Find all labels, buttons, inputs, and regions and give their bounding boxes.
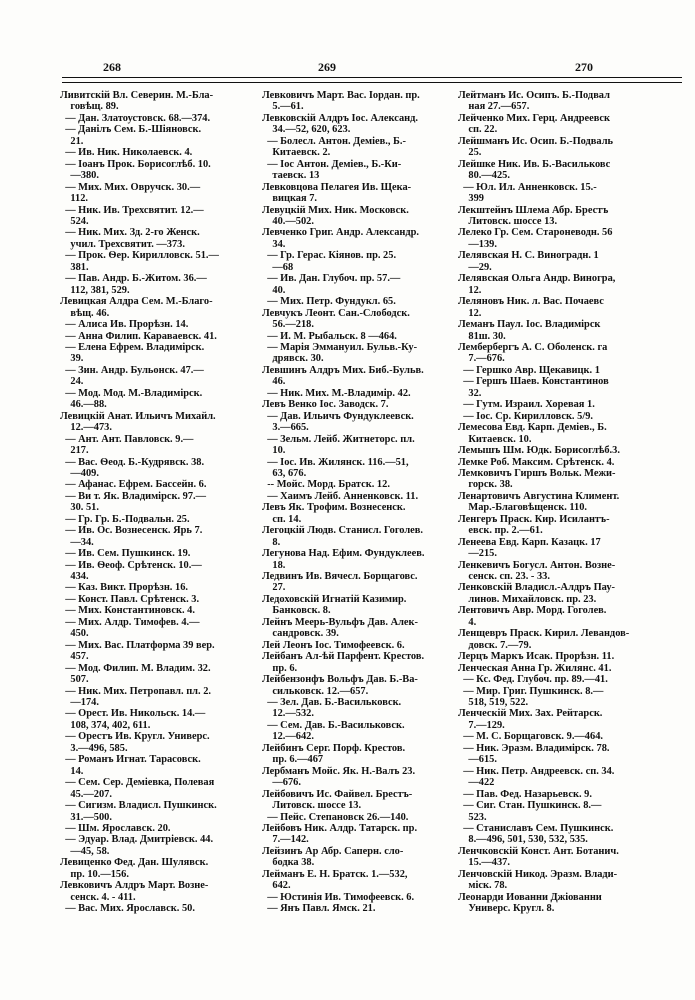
directory-entry-line: Лерцъ Маркъ Исак. Прорѣзн. 11. — [458, 651, 615, 663]
directory-entry-line: 46. — [262, 376, 286, 388]
directory-entry-line: сп. 14. — [262, 513, 302, 525]
directory-entry-line: — Гершъ Шаев. Константинов — [458, 376, 609, 388]
directory-entry-line: —34. — [60, 536, 94, 548]
directory-entry-line: Лейнъ Меерь-Вульфъ Дав. Алек- — [262, 616, 418, 628]
directory-entry-line: 40.—502. — [262, 215, 314, 227]
directory-entry-line: Ленчовскій Никод. Эразм. Влади- — [458, 868, 618, 880]
directory-entry-line: Лемковичъ Гиршъ Вольк. Межи- — [458, 467, 616, 479]
directory-entry-line: — Пав. Фед. Назарьевск. 9. — [458, 788, 592, 800]
directory-entry-line: 518, 519, 522. — [458, 697, 529, 709]
directory-entry-line: — Данiлъ Сем. Б.-Шіяновск. — [60, 124, 202, 136]
directory-entry-line: 3.—665. — [262, 422, 309, 434]
directory-entry-line: — Ник. Мих. Петропавл. пл. 2. — [60, 685, 212, 697]
directory-entry-line: 14. — [60, 765, 84, 777]
directory-entry-line: — Юстинія Ив. Тимофеевск. 6. — [262, 891, 415, 903]
directory-column-3 — [458, 90, 663, 915]
directory-entry-line: — Гр. Герас. Кіянов. пр. 25. — [262, 250, 397, 262]
directory-entry-line: — Зельм. Лейб. Житнеторс. пл. — [262, 433, 415, 445]
directory-entry-line: Легунова Над. Ефим. Фундуклеев. — [262, 548, 425, 560]
directory-entry-line: — Орест. Ив. Никольск. 14.— — [60, 708, 206, 720]
directory-entry-line: пр. 10.—156. — [60, 868, 129, 880]
directory-entry-line: —29. — [458, 261, 492, 273]
directory-entry-line: — Сем. Дав. Б.-Васильковск. — [262, 719, 405, 731]
directory-entry-line: Ледвинъ Ив. Вячесл. Борщаговс. — [262, 571, 418, 583]
directory-entry-line: Ледоховскій Игнатій Казимир. — [262, 593, 407, 605]
directory-entry-line: — Ив. Дан. Глубоч. пр. 57.— — [262, 273, 401, 285]
directory-entry-line: 63, 676. — [262, 467, 307, 479]
directory-entry-line: — Орестъ Ив. Кругл. Универс. — [60, 731, 210, 743]
directory-entry-line: — Ив. Ник. Николаевск. 4. — [60, 147, 193, 159]
directory-entry-line: сильковск. 12.—657. — [262, 685, 369, 697]
directory-entry-line: — Елена Ефрем. Владимірск. — [60, 341, 205, 353]
directory-entry-line: — Ник. Мих. М.-Владимір. 42. — [262, 387, 411, 399]
directory-entry-line: — Вас. Мих. Ярославск. 50. — [60, 903, 195, 915]
directory-entry-line: 5.—61. — [262, 101, 304, 113]
directory-entry-line: — Дан. Златоустовск. 68.—374. — [60, 112, 211, 124]
directory-entry-line: -- Мойс. Морд. Братск. 12. — [262, 479, 390, 491]
directory-entry-line: Лейбовъ Ник. Алдр. Татарск. пр. — [262, 823, 418, 834]
directory-entry-line: —422 — [458, 777, 495, 789]
directory-entry-line: 12.—473. — [60, 422, 112, 434]
directory-entry-line: 40. — [262, 284, 286, 296]
directory-entry-line: — Зел. Дав. Б.-Васильковск. — [262, 697, 402, 709]
directory-entry-line: — Ив. Сем. Пушкинск. 19. — [60, 548, 191, 560]
directory-column-2 — [262, 90, 462, 915]
directory-entry-line: Ленщевръ Праск. Кирил. Левандов- — [458, 628, 630, 640]
directory-entry-line: Ленартовичъ Августина Климент. — [458, 490, 620, 502]
directory-entry-line: Мар.-Благовѣщенск. 110. — [458, 502, 588, 514]
directory-entry-line: вицкая 7. — [262, 193, 318, 205]
directory-entry-line: Левковцова Пелагея Ив. Щека- — [262, 181, 412, 193]
directory-entry-line: Лейбинъ Серг. Порф. Крестов. — [262, 742, 406, 754]
directory-entry-line: 10. — [262, 445, 286, 457]
directory-entry-line: Лербманъ Мойс. Як. Н.-Валъ 23. — [262, 765, 416, 777]
directory-entry-line: 7.—142. — [262, 834, 309, 846]
directory-entry-line: 12. — [458, 284, 482, 296]
directory-entry-line: —409. — [60, 467, 99, 479]
directory-entry-line: Китаевск. 10. — [458, 433, 532, 445]
directory-entry-line: бодка 38. — [262, 857, 315, 869]
directory-entry-line: — Сем. Сер. Деміевка, Полевая — [60, 777, 215, 789]
directory-entry-line: Левъ Як. Трофим. Вознесенск. — [262, 502, 406, 514]
directory-entry-line: Лейбовичъ Ис. Файвел. Брестъ- — [262, 788, 413, 800]
directory-entry-line: пр. 6. — [262, 662, 298, 674]
directory-entry-line: Легоцкій Людв. Станисл. Гоголев. — [262, 525, 423, 537]
directory-entry-line: 7.—676. — [458, 353, 505, 365]
directory-entry-line: таевск. 13 — [262, 170, 320, 182]
directory-entry-line: —174. — [60, 697, 99, 709]
directory-entry-line: 80.—425. — [458, 170, 510, 182]
directory-entry-line: — Іос. Ив. Жилянск. 116.—51, — [262, 456, 409, 468]
directory-entry-line: дрявск. 30. — [262, 353, 324, 365]
directory-entry-line: Левковскій Алдръ Іос. Александ. — [262, 112, 419, 124]
directory-entry-line: — Станиславъ Сем. Пушкинск. — [458, 823, 614, 834]
directory-entry-line: 12. — [458, 307, 482, 319]
directory-entry-line: — Пав. Андр. Б.-Житом. 36.— — [60, 273, 207, 285]
directory-entry-line: горск. 38. — [458, 479, 513, 491]
directory-entry-line: ная 27.—657. — [458, 101, 530, 113]
directory-entry-line: — Ив. Ос. Вознесенск. Ярь 7. — [60, 525, 203, 537]
directory-entry-line: Левковичъ Март. Вас. Іордан. пр. — [262, 90, 420, 101]
directory-entry-line: Левчукъ Леонт. Сан.-Слободск. — [262, 307, 410, 319]
directory-entry-line: — Марія Эммануил. Бульв.-Ку- — [262, 341, 418, 353]
directory-entry-line: Левъ Венко Іос. Заводск. 7. — [262, 399, 389, 411]
directory-entry-line: Левицкій Анат. Ильичъ Михайл. — [60, 410, 216, 422]
page-number-center: 269 — [318, 60, 336, 74]
directory-entry-line: 642. — [262, 880, 291, 892]
directory-entry-line: — М. С. Борщаговск. 9.—464. — [458, 731, 603, 743]
directory-entry-line: Лейбензонфъ Вольфъ Дав. Б.-Ва- — [262, 674, 418, 686]
directory-entry-line: — Ви т. Як. Владимірск. 97.— — [60, 490, 207, 502]
directory-entry-line: Лейзинъ Ар Абр. Саперн. сло- — [262, 845, 404, 857]
directory-entry-line: — Ник. Эразм. Владимірск. 78. — [458, 742, 610, 754]
header-rule-thin — [62, 82, 682, 83]
directory-entry-line: Лейбанъ Ал-ѣй Парфент. Крестов. — [262, 651, 425, 663]
directory-entry-line: —68 — [262, 261, 294, 273]
directory-entry-line: 81ш. 30. — [458, 330, 506, 342]
directory-entry-line: — Іос Антон. Деміев., Б.-Ки- — [262, 158, 402, 170]
directory-entry-line: Левуцкій Мих. Ник. Московск. — [262, 204, 409, 216]
directory-entry-line: Банковск. 8. — [262, 605, 331, 617]
directory-entry-line: — Ив. Ѳеоф. Срѣтенск. 10.— — [60, 559, 202, 571]
directory-entry-line: Лелявская Н. С. Виноградн. 1 — [458, 250, 599, 262]
directory-entry-line: — Мих. Вас. Платформа 39 вер. — [60, 639, 215, 651]
header-rule-thick — [62, 77, 682, 78]
directory-entry-line: Лейтманъ Ис. Осипъ. Б.-Подвал — [458, 90, 610, 101]
directory-entry-line: Универс. Кругл. 8. — [458, 903, 555, 915]
directory-entry-line: — Мир. Григ. Пушкинск. 8.— — [458, 685, 604, 697]
directory-entry-line: — Мих. Мих. Овручск. 30.— — [60, 181, 201, 193]
directory-entry-line: 34.—52, 620, 623. — [262, 124, 351, 136]
directory-entry-line: Леманъ Паул. Іос. Владимірск — [458, 319, 601, 331]
directory-entry-line: — Юл. Ил. Анненковск. 15.- — [458, 181, 597, 193]
directory-entry-line: Лейшке Ник. Ив. Б.-Васильковс — [458, 158, 611, 170]
directory-entry-line: 112. — [60, 193, 89, 205]
directory-entry-line: Лекштейнъ Шлема Абр. Брестъ — [458, 204, 609, 216]
directory-entry-line: Лейченко Мих. Герц. Андреевск — [458, 112, 611, 124]
directory-entry-line: — Ник. Мих. Зд. 2-го Женск. — [60, 227, 200, 239]
directory-entry-line: Ленчковскій Конст. Ант. Ботанич. — [458, 845, 619, 857]
directory-entry-line: —380. — [60, 170, 99, 182]
directory-entry-line: 108, 374, 402, 611. — [60, 719, 151, 731]
directory-entry-line: 457. — [60, 651, 89, 663]
directory-entry-line: 507. — [60, 674, 89, 686]
directory-entry-line: — Афанас. Ефрем. Бассейн. 6. — [60, 479, 207, 491]
directory-column-1 — [60, 90, 260, 915]
directory-entry-line: сп. 22. — [458, 124, 498, 136]
directory-entry-line: 217. — [60, 445, 89, 457]
directory-entry-line: — Вас. Ѳеод. Б.-Кудрявск. 38. — [60, 456, 205, 468]
directory-entry-line: — Ант. Ант. Павловск. 9.— — [60, 433, 194, 445]
directory-entry-line: Ленческая Анна Гр. Жилянс. 41. — [458, 662, 612, 674]
directory-entry-line: Левковичъ Алдръ Март. Возне- — [60, 880, 209, 892]
directory-entry-line: — Мих. Петр. Фундукл. 65. — [262, 296, 396, 308]
directory-entry-line: 12.—532. — [262, 708, 314, 720]
directory-entry-line: —615. — [458, 754, 497, 766]
directory-entry-line: — Іоанъ Прок. Борисоглѣб. 10. — [60, 158, 211, 170]
directory-entry-line: — Анна Филип. Караваевск. 41. — [60, 330, 217, 342]
directory-entry-line: 24. — [60, 376, 84, 388]
directory-entry-line: — Ник. Ив. Трехсвятит. 12.— — [60, 204, 204, 216]
directory-entry-line: 45.—207. — [60, 788, 112, 800]
directory-entry-line: 434. — [60, 571, 89, 583]
directory-entry-line: — Зин. Андр. Бульонск. 47.— — [60, 364, 204, 376]
directory-entry-line: 8.—496, 501, 530, 532, 535. — [458, 834, 588, 846]
directory-entry-line: 34. — [262, 238, 286, 250]
directory-entry-line: Лелявская Ольга Андр. Виногра, — [458, 273, 616, 285]
directory-entry-line: учил. Трехсвятит. —373. — [60, 238, 185, 250]
directory-entry-line: — Мод. Мод. М.-Владимірск. — [60, 387, 203, 399]
directory-entry-line: — Каз. Викт. Прорѣзн. 16. — [60, 582, 188, 594]
directory-entry-line: 381. — [60, 261, 89, 273]
directory-entry-line: 30. 51. — [60, 502, 99, 514]
directory-entry-line: — Іос. Ср. Кирилловск. 5/9. — [458, 410, 593, 422]
page-number-right: 270 — [575, 60, 593, 74]
directory-entry-line: Ленгеръ Праск. Кир. Исилантъ- — [458, 513, 610, 525]
directory-entry-line: —139. — [458, 238, 497, 250]
directory-entry-line: Лейманъ Е. Н. Братск. 1.—532, — [262, 868, 408, 880]
directory-entry-line: линов. Михайловск. пр. 23. — [458, 593, 597, 605]
directory-entry-line: — Эдуар. Влад. Дмитріевск. 44. — [60, 834, 214, 846]
directory-entry-line: — Болесл. Антон. Деміев., Б.- — [262, 135, 406, 147]
directory-entry-line: Лемышъ Шм. Юдк. Борисоглѣб.3. — [458, 445, 620, 457]
directory-entry-line: 524. — [60, 215, 89, 227]
directory-entry-line: довск. 7.—79. — [458, 639, 532, 651]
directory-entry-line: — Конст. Павл. Срѣтенск. 3. — [60, 593, 200, 605]
directory-entry-line: —676. — [262, 777, 301, 789]
directory-entry-line: Лембербергъ А. С. Оболенск. га — [458, 341, 608, 353]
directory-entry-line: говѣщ. 89. — [60, 101, 119, 113]
directory-entry-line: — Мих. Алдр. Тимофев. 4.— — [60, 616, 200, 628]
directory-entry-line: Ленкевичъ Богусл. Антон. Возне- — [458, 559, 616, 571]
directory-entry-line: Китаевск. 2. — [262, 147, 331, 159]
directory-entry-line: 523. — [458, 811, 487, 823]
directory-entry-line: Лентовичъ Авр. Морд. Гоголев. — [458, 605, 607, 617]
directory-entry-line: 39. — [60, 353, 84, 365]
directory-entry-line: Лемесова Евд. Карп. Деміев., Б. — [458, 422, 607, 434]
directory-entry-line: пр. 6.—467 — [262, 754, 324, 766]
directory-entry-line: сенск. 4. - 411. — [60, 891, 136, 903]
directory-entry-line: — Кс. Фед. Глубоч. пр. 89.—41. — [458, 674, 608, 686]
directory-entry-line: Ленческій Мих. Зах. Рейтарск. — [458, 708, 603, 720]
directory-entry-line: — Сигизм. Владисл. Пушкинск. — [60, 800, 217, 812]
directory-entry-line: 46.—88. — [60, 399, 107, 411]
directory-entry-line: 25. — [458, 147, 482, 159]
directory-entry-line: сандровск. 39. — [262, 628, 339, 640]
directory-entry-line: Левшинъ Алдръ Мих. Биб.-Бульв. — [262, 364, 424, 376]
directory-entry-line: вѣщ. 46. — [60, 307, 110, 319]
directory-entry-line: Ленковскій Владисл.-Алдръ Пау- — [458, 582, 615, 594]
directory-entry-line: Ливитскій Вл. Северин. М.-Бла- — [60, 90, 214, 101]
directory-entry-line: Лелеко Гр. Сем. Староневодн. 56 — [458, 227, 613, 239]
directory-entry-line: 8. — [262, 536, 281, 548]
directory-entry-line: — Хаимъ Лейб. Анненковск. 11. — [262, 490, 419, 502]
directory-entry-line: 12.—642. — [262, 731, 314, 743]
directory-entry-line: — Дав. Ильичъ Фундуклеевск. — [262, 410, 414, 422]
directory-entry-line: — Мод. Филип. М. Владим. 32. — [60, 662, 211, 674]
directory-entry-line: 32. — [458, 387, 482, 399]
directory-entry-line: — Ник. Петр. Андреевск. сп. 34. — [458, 765, 615, 777]
directory-entry-line: Левиценко Фед. Дан. Шулявск. — [60, 857, 209, 869]
directory-entry-line: Левченко Григ. Андр. Александр. — [262, 227, 420, 239]
directory-entry-line: — Гутм. Израил. Хоревая 1. — [458, 399, 595, 411]
directory-entry-line: — И. М. Рыбальск. 8 —464. — [262, 330, 397, 342]
directory-entry-line: 15.—437. — [458, 857, 510, 869]
directory-entry-line: Леляновъ Ник. л. Вас. Почаевс — [458, 296, 604, 308]
directory-entry-line: 18. — [262, 559, 286, 571]
directory-entry-line: сенск. сп. 23. - 33. — [458, 571, 550, 583]
directory-entry-line: — Гершко Авр. Щекавицк. 1 — [458, 364, 600, 376]
directory-entry-line: — Пейс. Степановск 26.—140. — [262, 811, 409, 823]
directory-entry-line: Лейшманъ Ис. Осип. Б.-Подваль — [458, 135, 614, 147]
directory-entry-line: 31.—500. — [60, 811, 112, 823]
directory-entry-line: — Прок. Ѳер. Кирилловск. 51.— — [60, 250, 219, 262]
directory-entry-line: евск. пр. 2.—61. — [458, 525, 543, 537]
directory-entry-line: —45, 58. — [60, 845, 110, 857]
directory-entry-line: 56.—218. — [262, 319, 314, 331]
directory-entry-line: 399 — [458, 193, 484, 205]
directory-entry-line: — Шм. Ярославск. 20. — [60, 823, 171, 834]
directory-entry-line: 27. — [262, 582, 286, 594]
directory-entry-line: — Гр. Гр. Б.-Подвальн. 25. — [60, 513, 190, 525]
directory-entry-line: 4. — [458, 616, 477, 628]
directory-entry-line: міск. 78. — [458, 880, 508, 892]
page-number-left: 268 — [103, 60, 121, 74]
directory-entry-line: Лей Леонъ Іос. Тимофеевск. 6. — [262, 639, 405, 651]
directory-entry-line: — Романъ Игнат. Тарасовск. — [60, 754, 201, 766]
directory-entry-line: Литовск. шоссе 13. — [458, 215, 558, 227]
directory-entry-line: —215. — [458, 548, 497, 560]
directory-entry-line: 3.—496, 585. — [60, 742, 128, 754]
directory-entry-line: — Янъ Павл. Ямск. 21. — [262, 903, 376, 915]
directory-entry-line: 21. — [60, 135, 84, 147]
directory-entry-line: Литовск. шоссе 13. — [262, 800, 362, 812]
directory-entry-line: 7.—129. — [458, 719, 505, 731]
directory-entry-line: Левицкая Алдра Сем. М.-Благо- — [60, 296, 213, 308]
directory-entry-line: Леонарди Иованни Джіованни — [458, 891, 602, 903]
directory-entry-line: 112, 381, 529. — [60, 284, 130, 296]
directory-entry-line: — Сиг. Стан. Пушкинск. 8.— — [458, 800, 602, 812]
directory-entry-line: — Алиса Ив. Прорѣзн. 14. — [60, 319, 189, 331]
directory-entry-line: 450. — [60, 628, 89, 640]
directory-entry-line: Лемке Роб. Максим. Срѣтенск. 4. — [458, 456, 615, 468]
directory-entry-line: Ленеева Евд. Карп. Казацк. 17 — [458, 536, 601, 548]
directory-entry-line: — Мих. Константиновск. 4. — [60, 605, 195, 617]
